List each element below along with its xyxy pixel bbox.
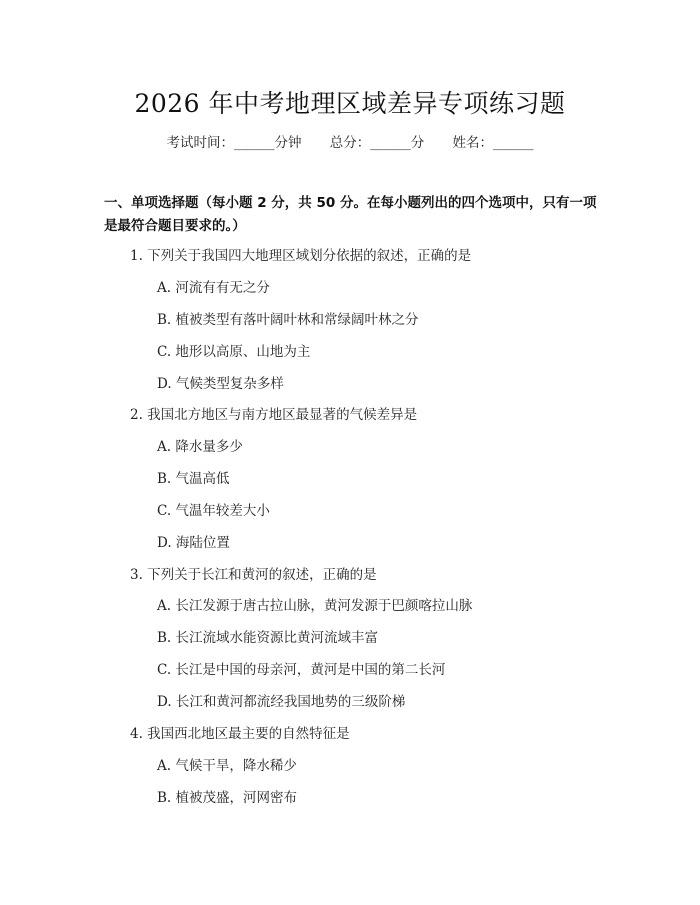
question-option: B. 植被茂盛，河网密布 bbox=[157, 790, 298, 806]
question-option: A. 降水量多少 bbox=[157, 439, 243, 455]
student-name-field: 姓名：______ bbox=[452, 135, 534, 151]
total-score-field: 总分：______分 bbox=[329, 135, 425, 151]
question-option: D. 气候类型复杂多样 bbox=[157, 376, 284, 392]
exam-time-field: 考试时间：______分钟 bbox=[166, 135, 302, 151]
exam-info-row bbox=[0, 131, 700, 151]
question-option: B. 植被类型有落叶阔叶林和常绿阔叶林之分 bbox=[157, 312, 419, 328]
section-heading: 一、单项选择题（每小题 2 分，共 50 分。在每小题列出的四个选项中，只有一项是最符合题目要求的。） bbox=[104, 195, 597, 234]
question-stem: 4. 我国西北地区最主要的自然特征是 bbox=[130, 726, 350, 742]
question-option: A. 长江发源于唐古拉山脉，黄河发源于巴颜喀拉山脉 bbox=[157, 598, 473, 614]
question-option: B. 气温高低 bbox=[157, 471, 230, 487]
question-option: D. 长江和黄河都流经我国地势的三级阶梯 bbox=[157, 694, 406, 710]
question-option: C. 长江是中国的母亲河，黄河是中国的第二长河 bbox=[157, 662, 446, 678]
question-stem: 3. 下列关于长江和黄河的叙述，正确的是 bbox=[130, 567, 377, 583]
question-option: D. 海陆位置 bbox=[157, 535, 230, 551]
question-option: C. 地形以高原、山地为主 bbox=[157, 344, 311, 360]
question-option: B. 长江流域水能资源比黄河流域丰富 bbox=[157, 630, 379, 646]
question-stem: 1. 下列关于我国四大地理区域划分依据的叙述，正确的是 bbox=[130, 248, 472, 264]
question-option: A. 河流有有无之分 bbox=[157, 280, 270, 296]
question-option: C. 气温年较差大小 bbox=[157, 503, 270, 519]
question-option: A. 气候干旱，降水稀少 bbox=[157, 758, 297, 774]
question-stem: 2. 我国北方地区与南方地区最显著的气候差异是 bbox=[130, 407, 418, 423]
page-title: 2026 年中考地理区域差异专项练习题 bbox=[134, 89, 566, 118]
